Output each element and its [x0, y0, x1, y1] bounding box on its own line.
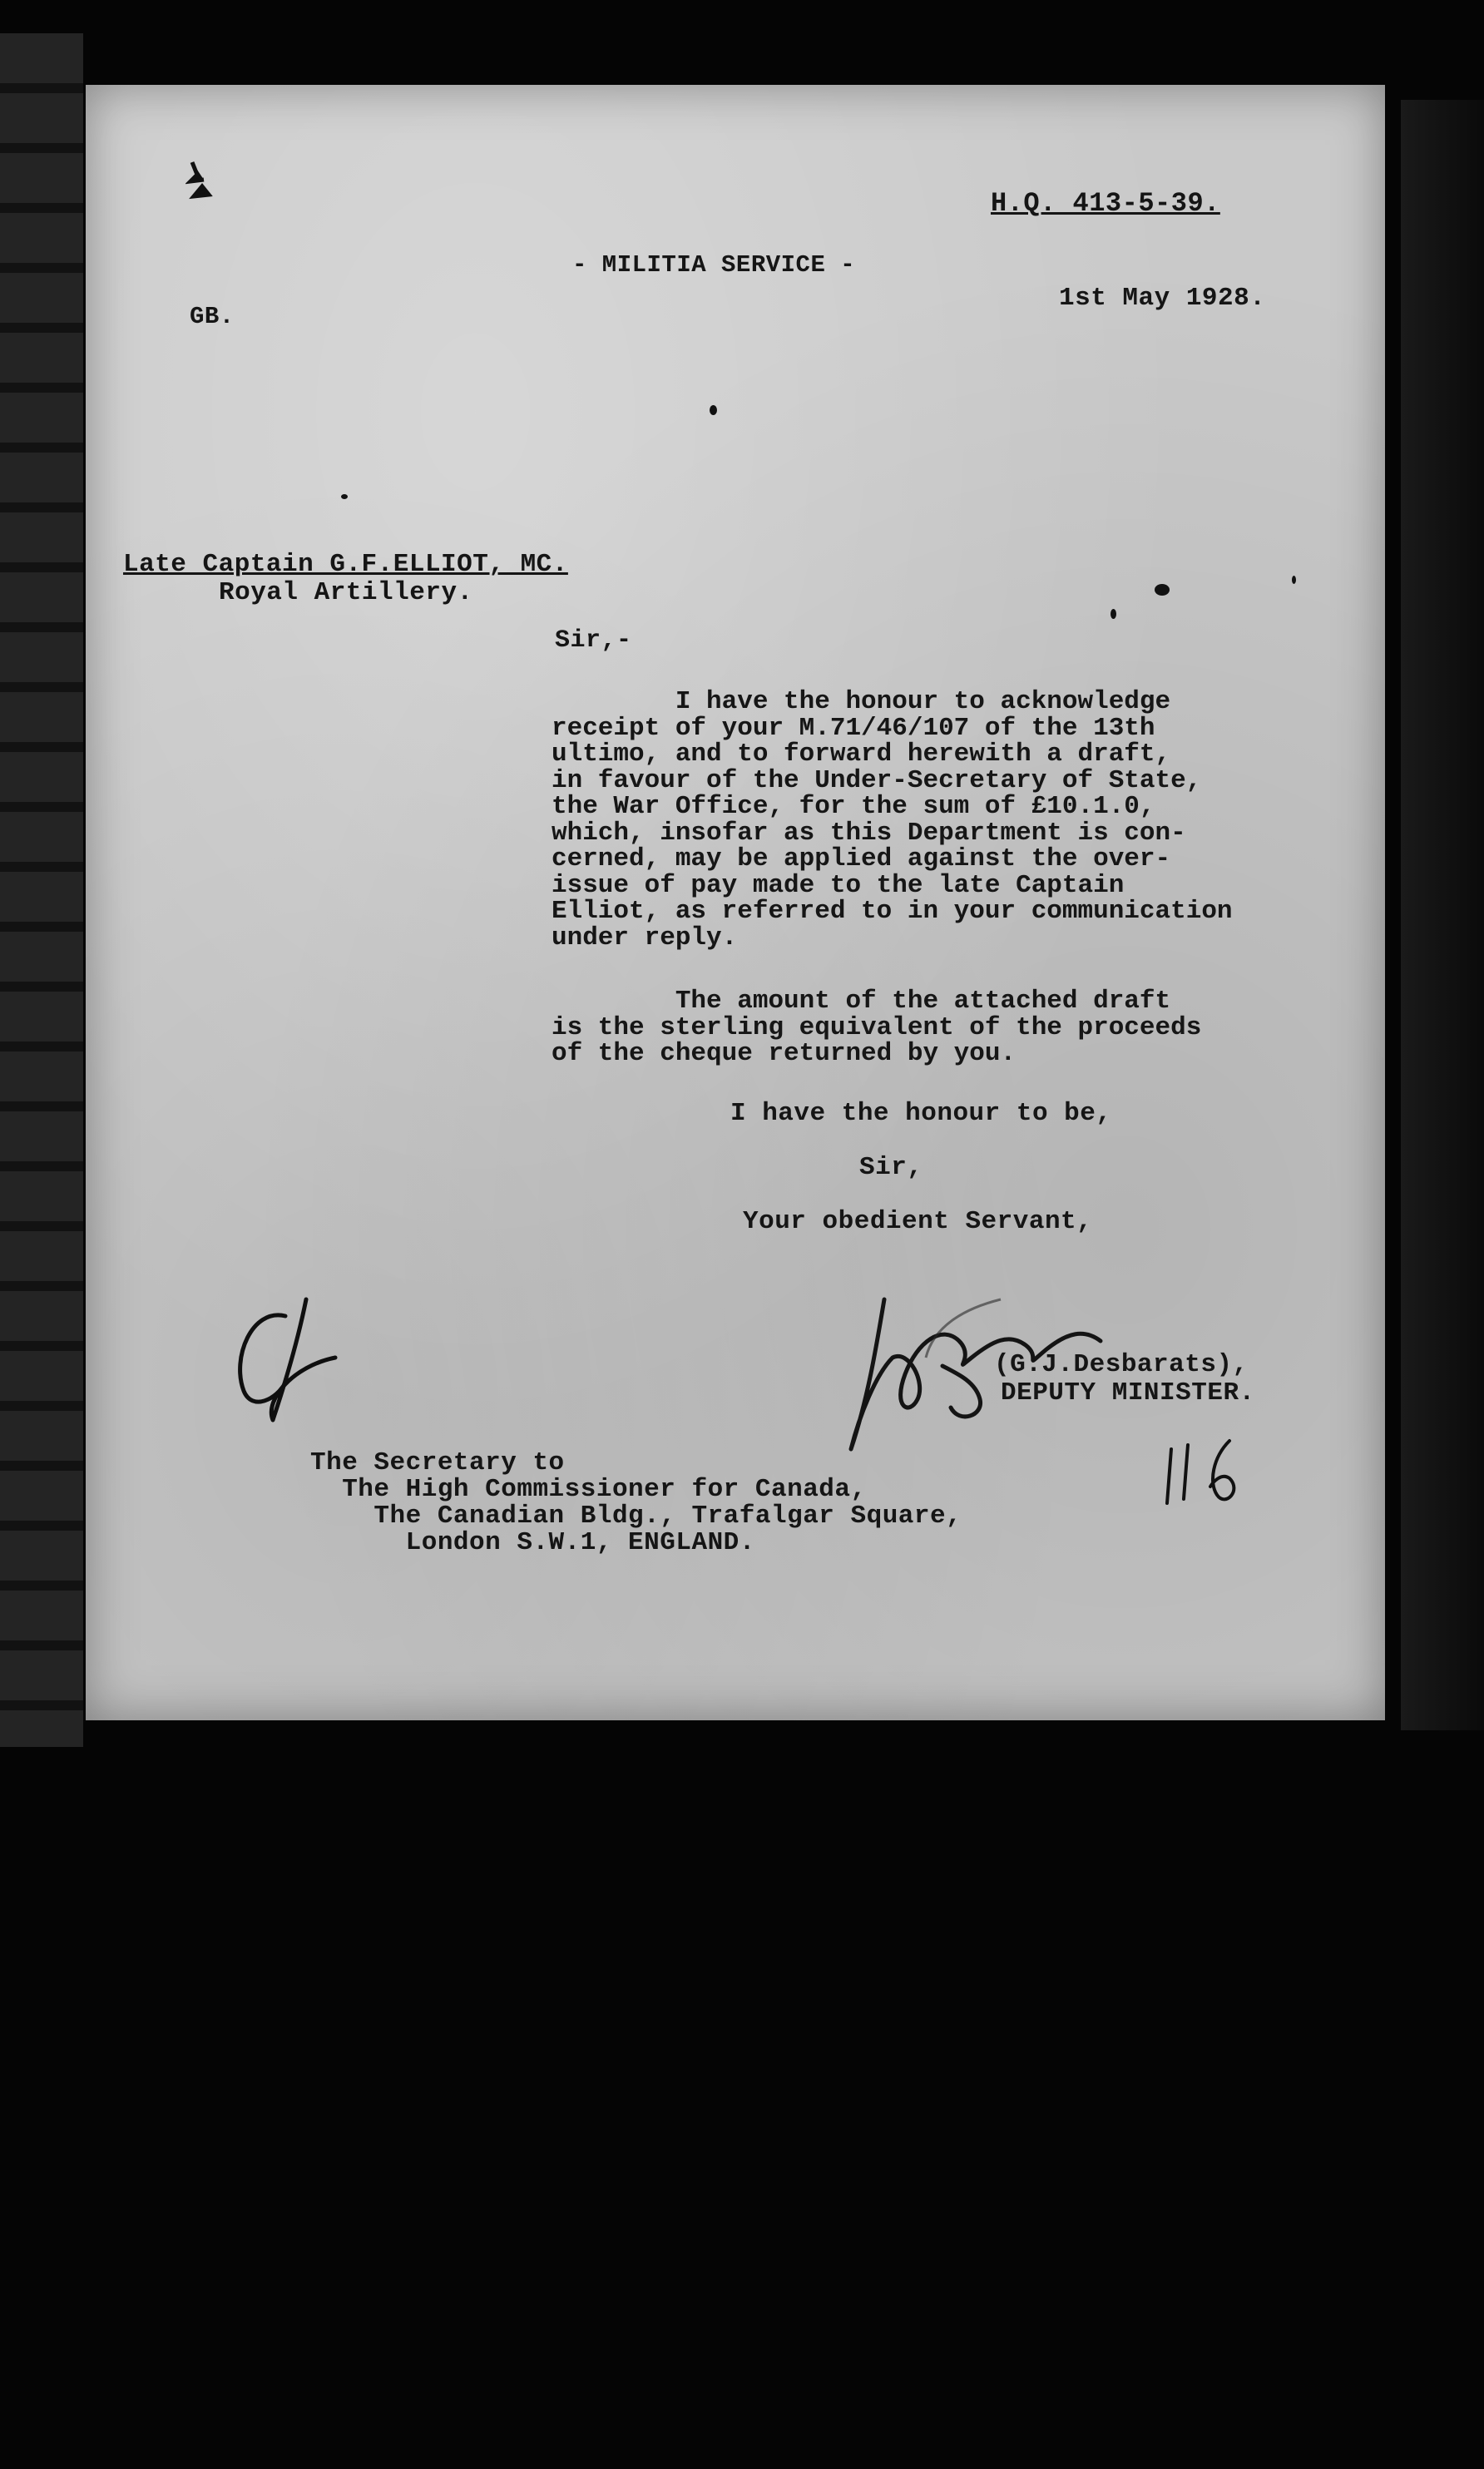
film-strip-edge	[0, 33, 83, 1747]
handwritten-folio-number	[1159, 1432, 1259, 1520]
signatory-title: DEPUTY MINISTER.	[1001, 1378, 1255, 1408]
subject-line: Late Captain G.F.ELLIOT, MC.	[123, 550, 568, 579]
ink-speck	[341, 494, 348, 499]
body-line: cerned, may be applied against the over-	[552, 844, 1171, 873]
body-line: is the sterling equivalent of the proceeds	[552, 1012, 1202, 1042]
file-reference: H.Q. 413-5-39.	[991, 188, 1220, 219]
closing-line-3: Your obedient Servant,	[743, 1207, 1093, 1236]
letter-date: 1st May 1928.	[1059, 284, 1266, 313]
body-line: receipt of your M.71/46/107 of the 13th	[552, 713, 1155, 743]
handwritten-initials	[227, 1283, 352, 1437]
heading: - MILITIA SERVICE -	[572, 251, 856, 279]
body-line: The amount of the attached draft	[552, 987, 1171, 1016]
ink-speck	[1155, 584, 1170, 596]
body-line: which, insofar as this Department is con-	[552, 818, 1186, 848]
ink-speck	[1111, 609, 1116, 619]
body-line: the War Office, for the sum of £10.1.0,	[552, 792, 1155, 821]
ink-speck	[1292, 576, 1296, 584]
paragraph-draft-amount	[552, 988, 1300, 1067]
body-line: of the cheque returned by you.	[552, 1039, 1017, 1068]
body-line: I have the honour to acknowledge	[552, 687, 1171, 716]
addressee-line: The Secretary to	[310, 1448, 565, 1477]
scan-border	[1401, 100, 1484, 1730]
signatory-name: (G.J.Desbarats),	[994, 1350, 1249, 1379]
letter-page	[86, 85, 1385, 1720]
body-line: in favour of the Under-Secretary of State,	[552, 765, 1202, 795]
closing-line-2: Sir,	[859, 1153, 923, 1182]
closing-line-1: I have the honour to be,	[730, 1099, 1112, 1128]
addressee-line: The High Commissioner for Canada,	[310, 1475, 867, 1504]
addressee-line: The Canadian Bldg., Trafalgar Square,	[310, 1502, 962, 1531]
corner-ink-mark	[186, 158, 219, 204]
addressee-line: London S.W.1, ENGLAND.	[310, 1528, 755, 1557]
paragraph-acknowledgement	[552, 689, 1300, 951]
body-line: Elliot, as referred to in your communication	[552, 897, 1233, 926]
typist-initials: GB.	[190, 303, 235, 330]
ink-speck	[710, 405, 717, 415]
subject-unit: Royal Artillery.	[219, 578, 473, 607]
body-line: issue of pay made to the late Captain	[552, 870, 1125, 900]
body-line: under reply.	[552, 923, 738, 952]
salutation: Sir,-	[555, 626, 632, 655]
body-line: ultimo, and to forward herewith a draft,	[552, 740, 1171, 769]
